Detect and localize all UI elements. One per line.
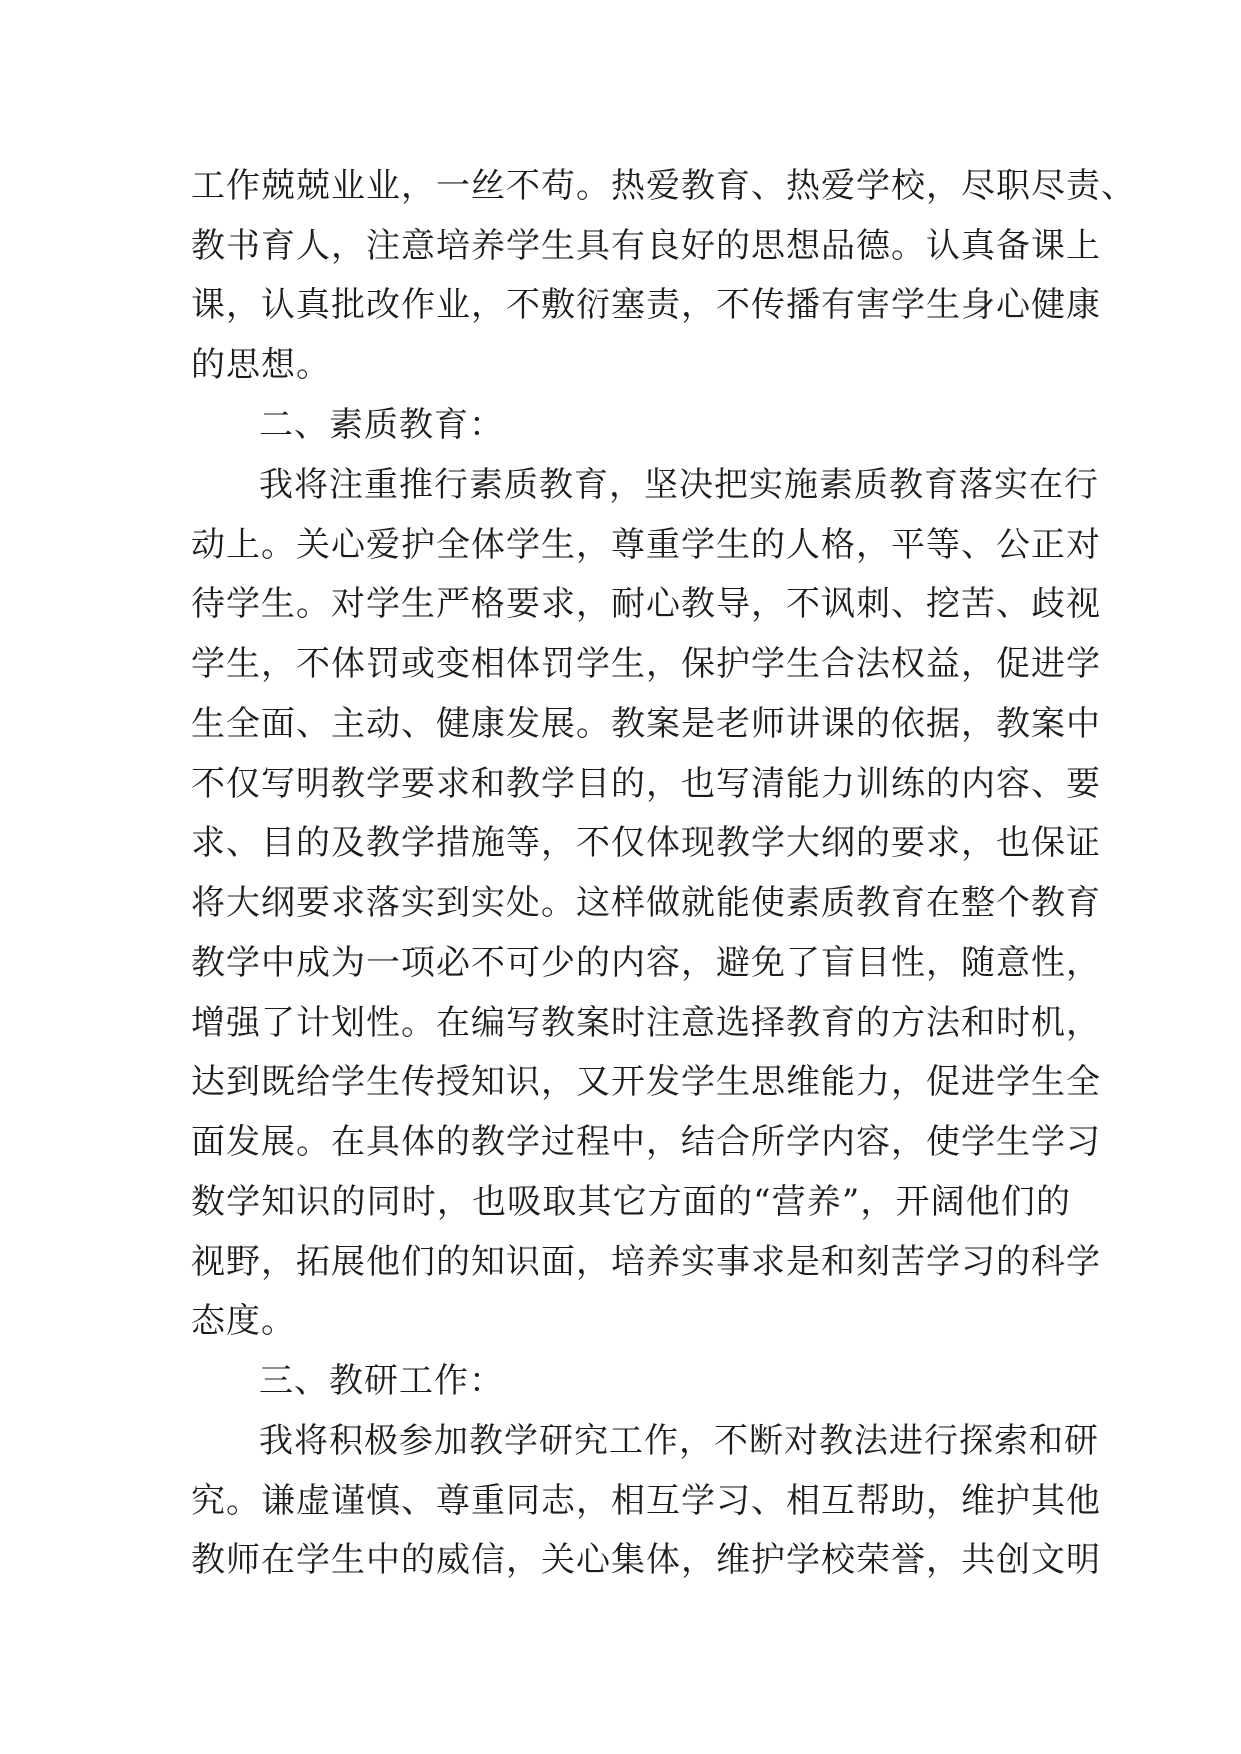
section-heading: 二、素质教育： (259, 405, 504, 445)
body-text-line: 达到既给学生传授知识，又开发学生思维能力，促进学生全 (191, 1062, 1101, 1102)
body-text-line: 增强了计划性。在编写教案时注意选择教育的方法和时机， (191, 1003, 1101, 1043)
section-heading: 三、教研工作： (259, 1361, 504, 1401)
body-text-line: 求、目的及教学措施等，不仅体现教学大纲的要求，也保证 (191, 823, 1101, 863)
body-text-line: 工作兢兢业业，一丝不苟。热爱教育、热爱学校，尽职尽责、 (191, 166, 1136, 206)
body-text-line: 教学中成为一项必不可少的内容，避免了盲目性，随意性， (191, 943, 1101, 983)
body-text-line: 我将注重推行素质教育，坚决把实施素质教育落实在行 (259, 465, 1099, 505)
body-text-line: 我将积极参加教学研究工作，不断对教法进行探索和研 (259, 1421, 1099, 1461)
body-text-line: 课，认真批改作业，不敷衍塞责，不传播有害学生身心健康 (191, 285, 1101, 325)
body-text-line: 动上。关心爱护全体学生，尊重学生的人格，平等、公正对 (191, 525, 1101, 565)
body-text-line: 的思想。 (191, 345, 331, 385)
body-text-line: 不仅写明教学要求和教学目的，也写清能力训练的内容、要 (191, 764, 1101, 804)
body-text-line: 面发展。在具体的教学过程中，结合所学内容，使学生学习 (191, 1122, 1101, 1162)
body-text-line: 教书育人，注意培养学生具有良好的思想品德。认真备课上 (191, 226, 1101, 266)
body-text-line: 生全面、主动、健康发展。教案是老师讲课的依据，教案中 (191, 704, 1101, 744)
body-text-line: 待学生。对学生严格要求，耐心教导，不讽刺、挖苦、歧视 (191, 584, 1101, 624)
body-text-line: 究。谦虚谨慎、尊重同志，相互学习、相互帮助，维护其他 (191, 1481, 1101, 1521)
body-text-line: 将大纲要求落实到实处。这样做就能使素质教育在整个教育 (191, 883, 1101, 923)
body-text-line: 视野，拓展他们的知识面，培养实事求是和刻苦学习的科学 (191, 1242, 1101, 1282)
body-text-line: 数学知识的同时，也吸取其它方面的“营养”，开阔他们的 (191, 1182, 1071, 1222)
body-text-line: 学生，不体罚或变相体罚学生，保护学生合法权益，促进学 (191, 644, 1101, 684)
body-text-line: 教师在学生中的威信，关心集体，维护学校荣誉，共创文明 (191, 1540, 1101, 1580)
body-text-line: 态度。 (191, 1301, 296, 1341)
